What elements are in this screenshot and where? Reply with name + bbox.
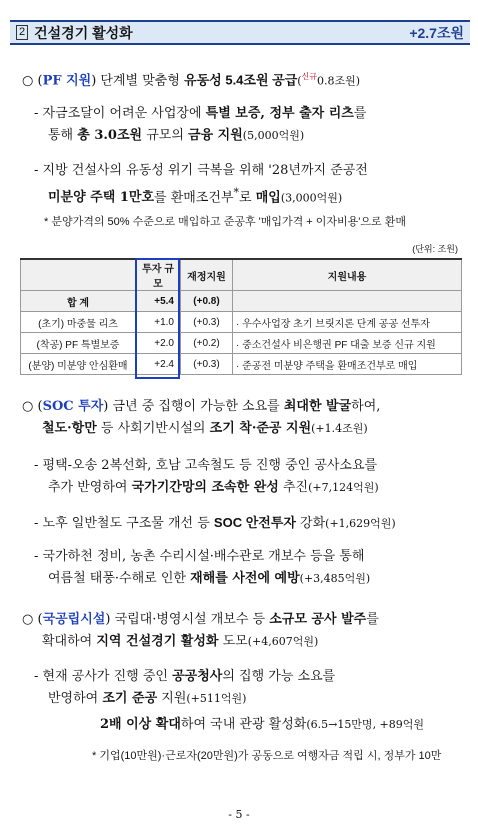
investment-table [20,258,462,375]
soc-dash-3: - 국가하천 정비, 농촌 수리시설·배수관로 개보수 등을 통해 여름철 태풍·수해로 인한 재해를 사전에 예방(+3,485억원) [34,549,371,586]
table-row: (분양) 미분양 안심환매 +2.4 (+0.3) · 준공전 미분양 주택을 환매조건부로 매입 [21,354,462,375]
pf-dash-1: - 자금조달이 어려운 사업장에 특별 보증, 정부 출자 리츠를 통해 총 3.0조원 규모의 금융 지원(5,000억원) [34,106,367,143]
section-total: +2.7조원 [409,24,464,41]
public-facility-keyword: 국공립시설 [42,612,106,627]
soc-keyword: SOC 투자 [42,399,104,414]
section-title: 건설경기 활성화 [34,24,133,41]
section-header [10,20,470,45]
tourism-footnote: * 기업(10만원)·근로자(20만원)가 공동으로 여행자금 적립 시, 정부가 10만 [92,750,442,762]
pf-keyword: PF 지원 [42,73,92,89]
table-total-row: 합 계 +5.4 (+0.8) [21,291,462,312]
table-row: (착공) PF 특별보증 +2.0 (+0.2) · 중소건설사 비은행권 PF 대출 보증 신규 지원 [21,333,462,354]
new-badge: 신규 [301,72,318,81]
tourism-line: 2배 이상 확대하여 국내 관광 활성화(6.5→15만명, +89억원 [100,717,425,732]
soc-bullet-line: ○ (SOC 투자) 금년 중 집행이 가능한 소요를 최대한 발굴하여, 철도·항만 등 사회기반시설의 조기 착·준공 지원(+1.4조원) [22,399,381,436]
pf-footnote: * 분양가격의 50% 수준으로 매입하고 준공후 '매입가격 + 이자비용'으로 환매 [44,216,406,228]
table-header-row: 투자 규모 재정지원 지원내용 [21,259,462,291]
page-number: - 5 - [228,808,250,821]
pf-dash-2: - 지방 건설사의 유동성 위기 극복을 위해 '28년까지 준공전 미분양 주택 1만호를 환매조건부*로 매입(3,000억원) [34,163,368,206]
soc-dash-1: - 평택-오송 2복선화, 호남 고속철도 등 진행 중인 공사소요를 추가 반영하여 국가기간망의 조속한 완성 추진(+7,124억원) [34,458,379,495]
table-row: (초기) 마중물 리츠 +1.0 (+0.3) · 우수사업장 초기 브릿지론 단계 공공 선투자 [21,312,462,333]
section-number: 2 [16,25,28,40]
table-unit: (단위: 조원) [412,244,458,254]
public-facility-bullet-line: ○ (국공립시설) 국립대·병영시설 개보수 등 소규모 공사 발주를 확대하여 지역 건설경기 활성화 도모(+4,607억원) [22,612,379,649]
public-facility-dash-1: - 현재 공사가 진행 중인 공공청사의 집행 가능 소요를 반영하여 조기 준공 지원(+511억원) [34,669,336,706]
pf-bullet-line: ○ (PF 지원) 단계별 맞춤형 유동성 5.4조원 공급($^{신규}$0.8조원) [22,72,361,89]
bullet: ○ [22,73,34,89]
soc-dash-2: - 노후 일반철도 구조물 개선 등 SOC 안전투자 강화(+1,629억원) [34,515,396,531]
